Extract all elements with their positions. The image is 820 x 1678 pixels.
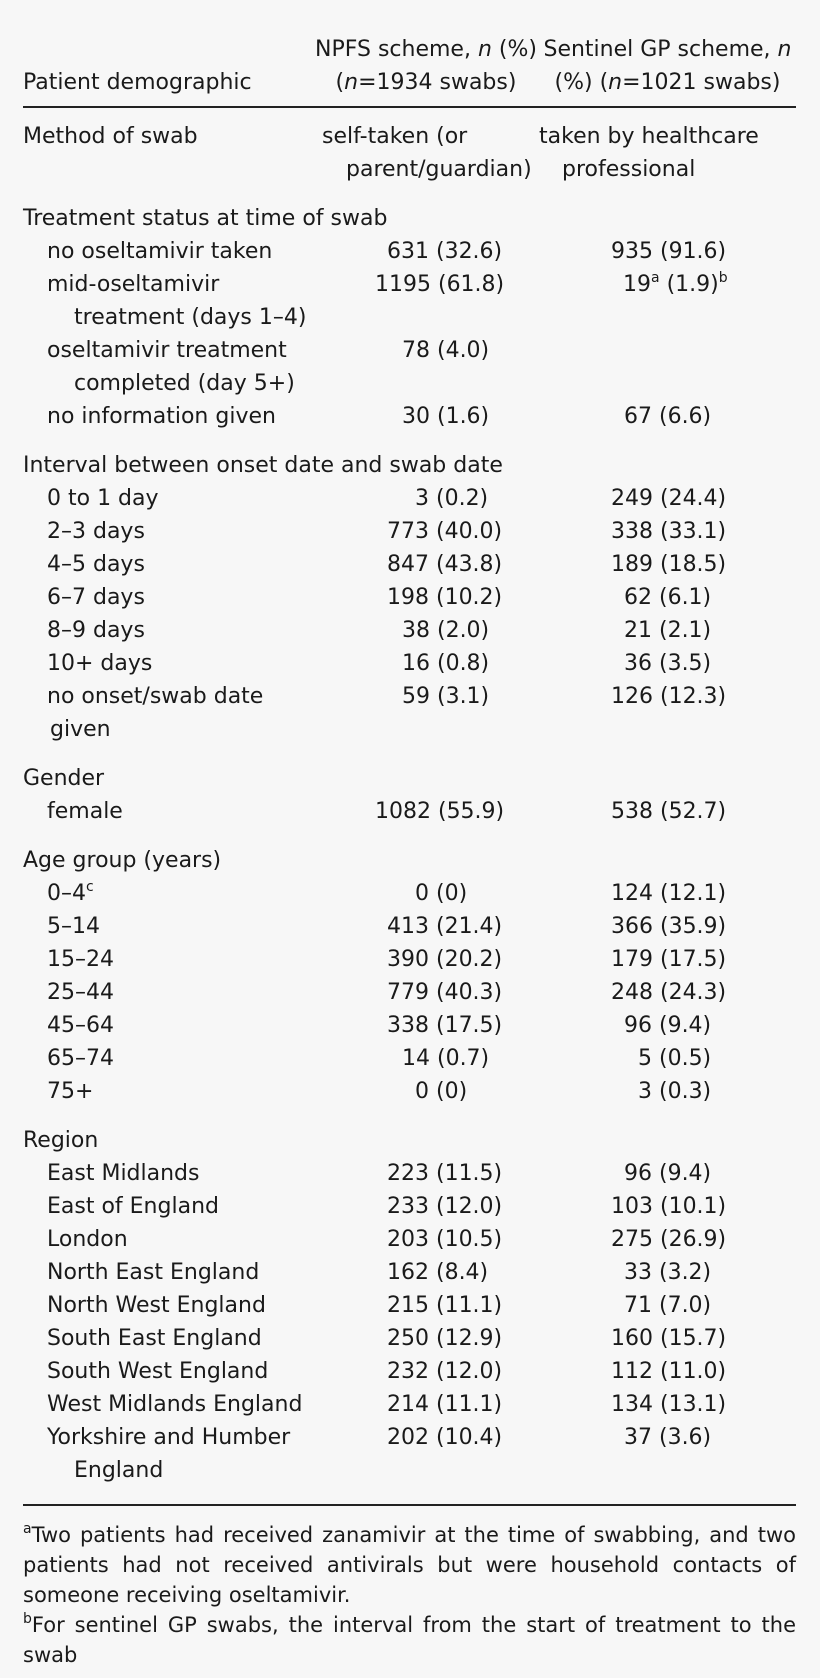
table-row: 5–14 413 (21.4) 366 (35.9) xyxy=(47,914,727,939)
table-row: South West England 232 (12.0) 112 (11.0) xyxy=(47,1359,727,1384)
section-heading xyxy=(23,844,796,877)
table-row: 25–44 779 (40.3) 248 (24.3) xyxy=(47,980,727,1005)
table xyxy=(23,33,796,1667)
method-sentinel: taken by healthcare professional xyxy=(539,124,759,182)
table-row: 6–7 days 198 (10.2) 62 (6.1) xyxy=(47,585,712,610)
method-label: Method of swab xyxy=(23,124,198,149)
table-row: 2–3 days 773 (40.0) 338 (33.1) xyxy=(47,519,727,544)
header-npfs-count: (n=1934 swabs) xyxy=(335,70,517,95)
table-header xyxy=(23,33,796,108)
table-row: 4–5 days 847 (43.8) 189 (18.5) xyxy=(47,552,727,577)
table-row: female 1082 (55.9) 538 (52.7) xyxy=(47,799,727,824)
table-row: no information given 30 (1.6) 67 (6.6) xyxy=(47,404,712,429)
section-heading xyxy=(23,202,796,235)
method-npfs: self-taken (or parent/guardian) xyxy=(322,124,532,182)
treatment-title: Treatment status at time of swab xyxy=(23,206,388,231)
table-row: East Midlands 223 (11.5) 96 (9.4) xyxy=(47,1161,712,1186)
table-row: mid-oseltamivir treatment (days 1–4) 1195 (61.8) 19$^a$ $(1.9)^b$ xyxy=(47,270,728,330)
table-row: 15–24 390 (20.2) 179 (17.5) xyxy=(47,947,727,972)
section-heading xyxy=(23,449,796,482)
table-row: East of England 233 (12.0) 103 (10.1) xyxy=(47,1194,727,1219)
table-row: 65–74 14 (0.7) 5 (0.5) xyxy=(47,1046,712,1071)
table-row xyxy=(23,120,796,186)
table-row: 45–64 338 (17.5) 96 (9.4) xyxy=(47,1013,712,1038)
section-heading xyxy=(23,1124,796,1157)
interval-title: Interval between onset date and swab date xyxy=(23,453,503,478)
footnote-a: $^a$Two patients had received zanamivir at the time of swabbing, and two patients had not received antivirals but were household contacts of someone receiving oseltamivir. xyxy=(23,1521,796,1607)
table-row: 8–9 days 38 (2.0) 21 (2.1) xyxy=(47,618,712,643)
table-row: 0 to 1 day 3 (0.2) 249 (24.4) xyxy=(47,486,727,511)
table-row: Yorkshire and Humber England 202 (10.4) 37 (3.6) xyxy=(47,1425,712,1483)
header-sentinel: Sentinel GP scheme, n (%) (n=1021 swabs) xyxy=(539,33,796,99)
table-row: West Midlands England 214 (11.1) 134 (13.1) xyxy=(47,1392,727,1417)
table-row: oseltamivir treatment completed (day 5+) 78 (4.0) xyxy=(47,338,490,396)
table-row: North East England 162 (8.4) 33 (3.2) xyxy=(47,1260,712,1285)
age-title: Age group (years) xyxy=(23,848,222,873)
section-heading xyxy=(23,762,796,795)
footnotes xyxy=(23,1520,796,1667)
region-title: Region xyxy=(23,1128,99,1153)
header-sentinel-count: (%) (n=1021 swabs) xyxy=(554,70,781,95)
table-row: no onset/swab date given 59 (3.1) 126 (12.3) xyxy=(47,684,727,742)
sentinel-mid-treatment: 19$^a$ $(1.9)^b$ xyxy=(623,270,728,297)
header-demographic: Patient demographic xyxy=(23,70,252,95)
table-row: London 203 (10.5) 275 (26.9) xyxy=(47,1227,727,1252)
table-row: 0–4$^c$ 0 (0) 124 (12.1) xyxy=(47,879,727,906)
table-row: 10+ days 16 (0.8) 36 (3.5) xyxy=(47,651,712,676)
table-row: 75+ 0 (0) 3 (0.3) xyxy=(47,1079,712,1104)
table-row: no oseltamivir taken 631 (32.6) 935 (91.6) xyxy=(47,239,727,264)
footnote-divider xyxy=(23,1504,796,1506)
footnote-b: $^b$For sentinel GP swabs, the interval from the start of treatment to the swab xyxy=(23,1611,796,1667)
table-row: North West England 215 (11.1) 71 (7.0) xyxy=(47,1293,712,1318)
table-row: South East England 250 (12.9) 160 (15.7) xyxy=(47,1326,727,1351)
header-npfs: NPFS scheme, n (%) (n=1934 swabs) xyxy=(313,33,539,99)
gender-title: Gender xyxy=(23,766,105,791)
